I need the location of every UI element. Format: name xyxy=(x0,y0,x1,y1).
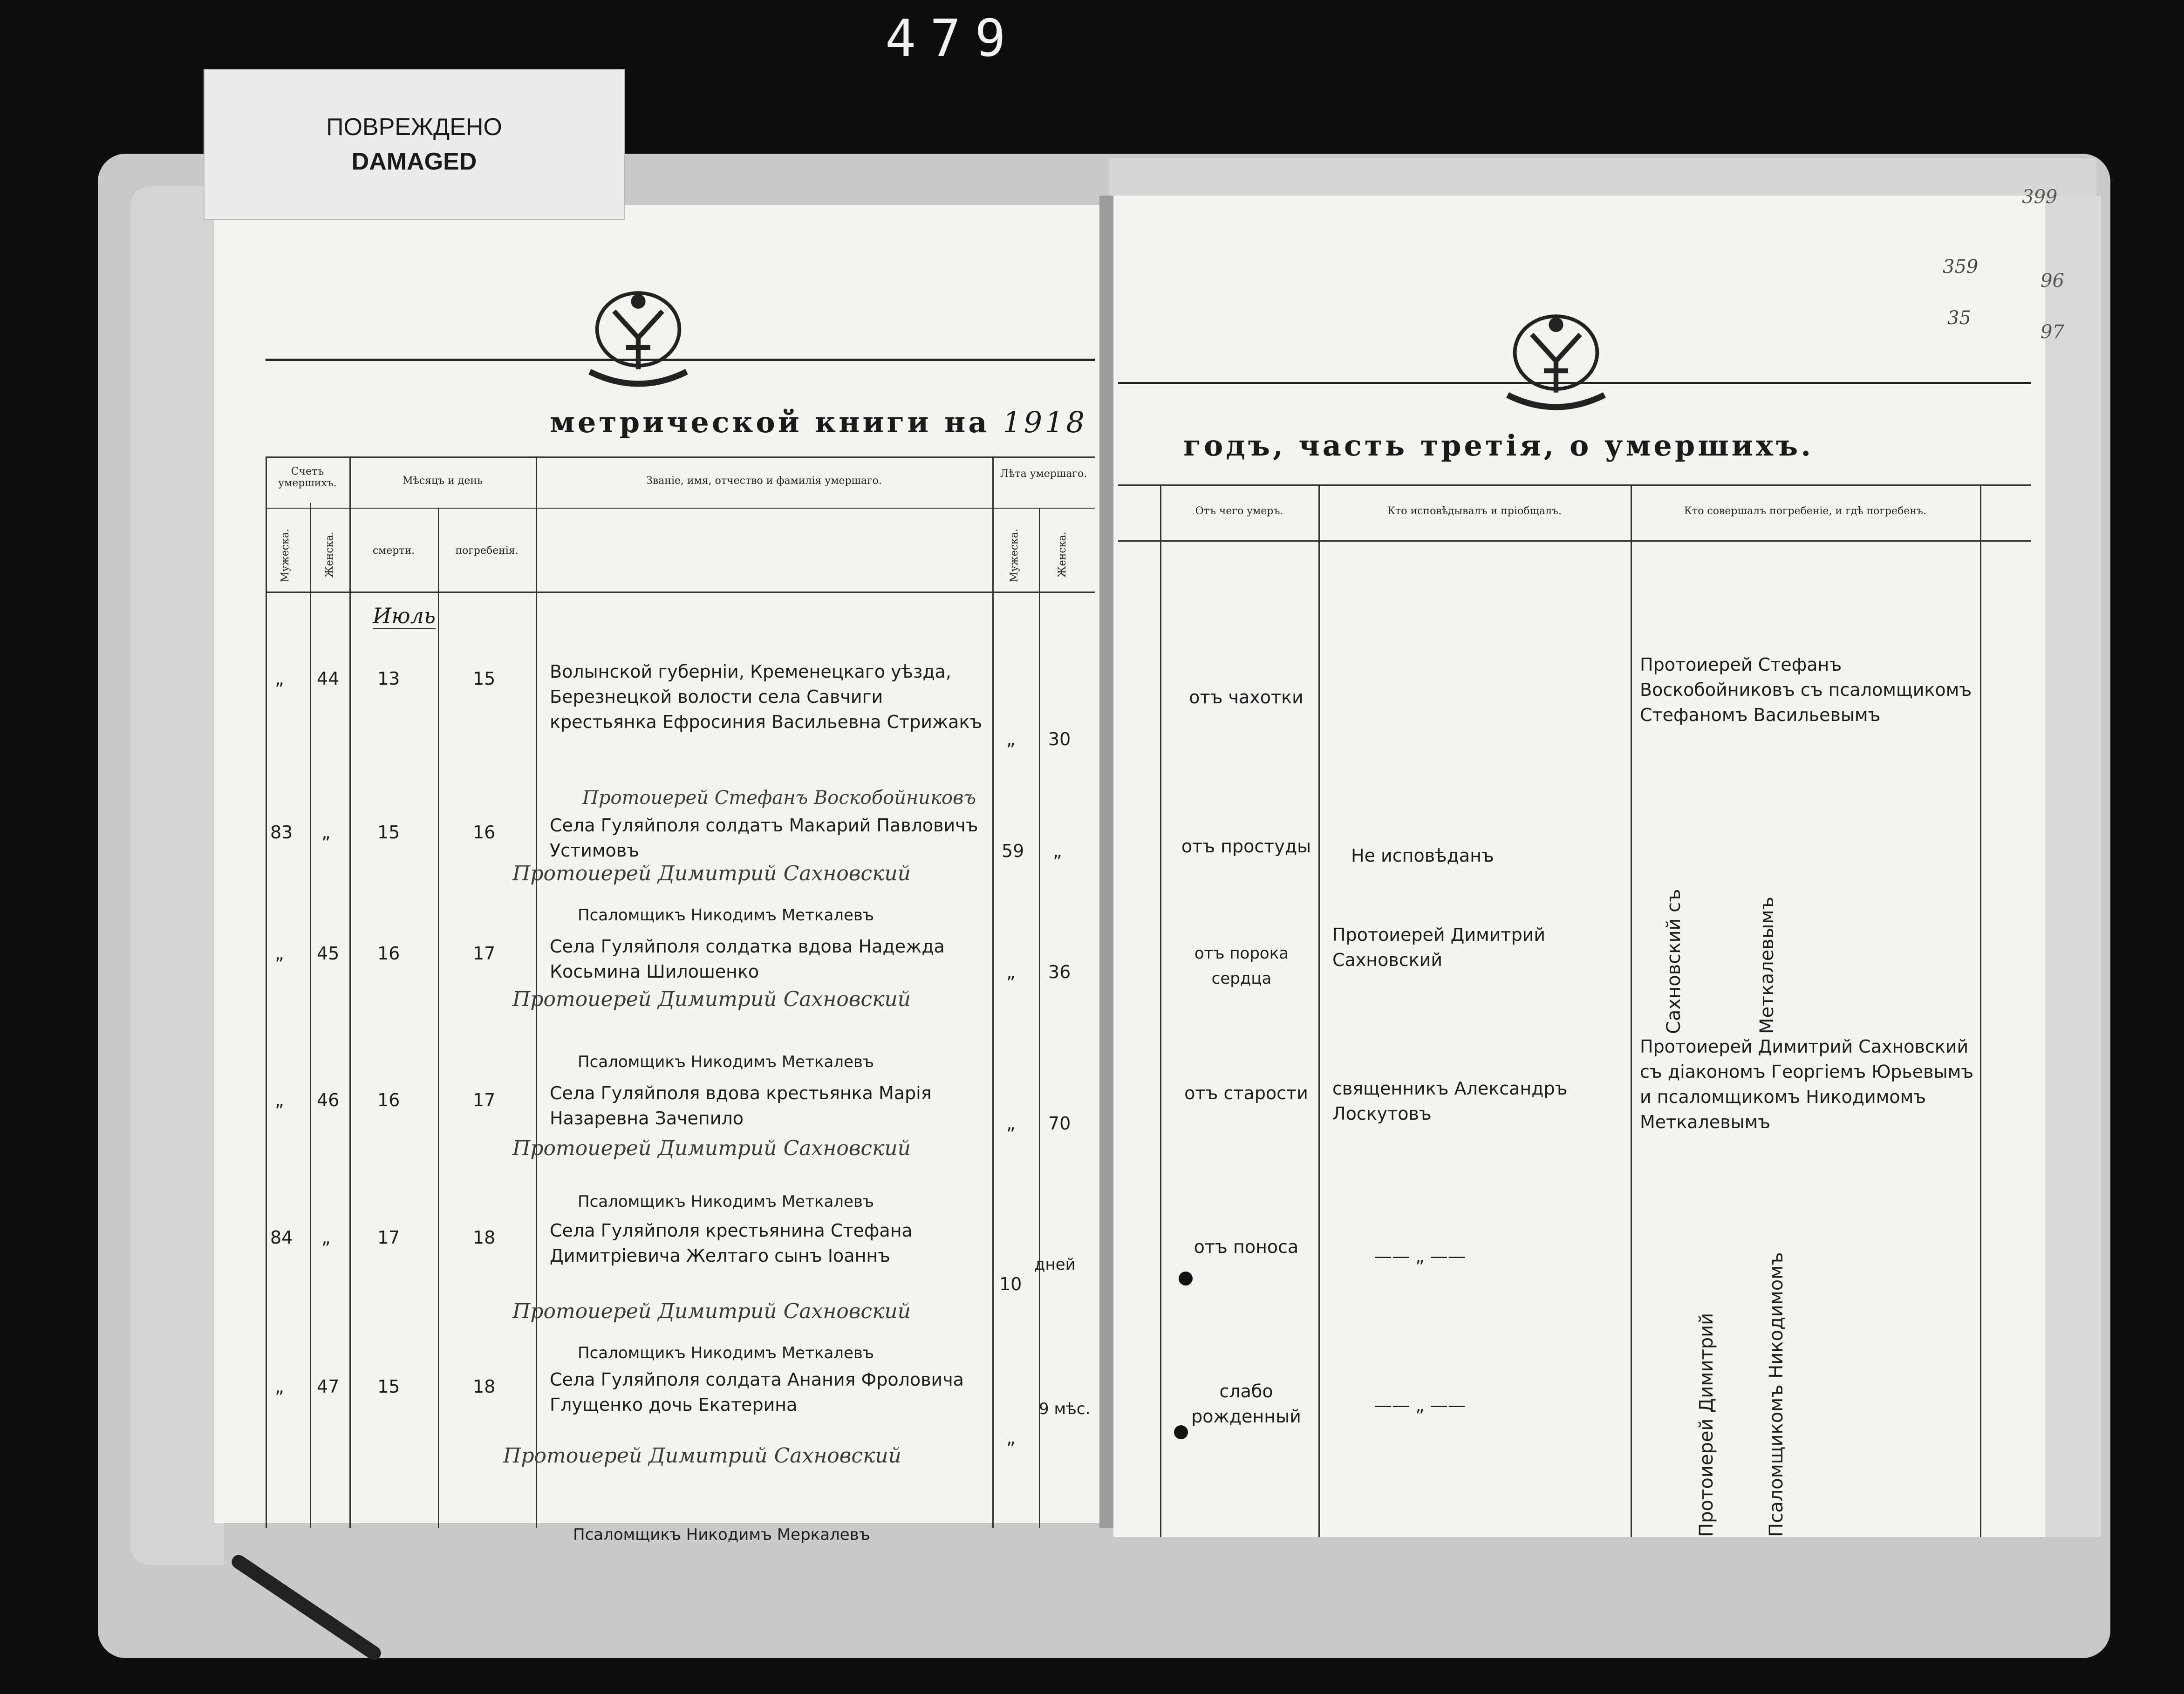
row-burial-day: 18 xyxy=(473,1376,496,1397)
vertical-note: Сахновский съ xyxy=(1663,889,1685,1034)
row-sign-above: Псаломщикъ Никодимъ Меткалевъ xyxy=(578,1053,874,1071)
footer-signature: Псаломщикъ Никодимъ Меркалевъ xyxy=(573,1525,870,1544)
col-line xyxy=(310,503,311,1528)
imperial-eagle-crest-icon xyxy=(578,275,699,396)
col-line xyxy=(1980,484,1981,1537)
row-age-m: 59 xyxy=(1002,841,1024,861)
row-age-m: „ xyxy=(1006,962,1016,982)
table-top-rule xyxy=(1118,484,2031,486)
col-age-f-header: Женска. xyxy=(1057,531,1068,578)
row-age-f: дней xyxy=(1034,1255,1076,1274)
row-sign-below: Протоиерей Димитрий Сахновский xyxy=(512,1136,911,1160)
edge-number: 97 xyxy=(2041,321,2064,343)
col-death-header: смерти. xyxy=(372,545,415,557)
right-page-side-edges xyxy=(2045,196,2101,1537)
row-age-f: 9 мѣс. xyxy=(1039,1400,1091,1418)
row-count-f: „ xyxy=(321,1227,331,1248)
header-bottom-rule xyxy=(1118,540,2031,542)
col-line xyxy=(1039,508,1040,1528)
register-year: 1918 xyxy=(1003,405,1087,439)
left-page xyxy=(214,205,1099,1544)
col-confessor-header: Кто исповѣдывалъ и пріобщалъ. xyxy=(1387,505,1562,517)
table-top-rule xyxy=(266,456,1095,458)
row-age-m: „ xyxy=(1006,1113,1016,1134)
col-cause-header: Отъ чего умеръ. xyxy=(1195,505,1283,517)
row-age-m: 10 xyxy=(999,1274,1022,1294)
row-death-day: 16 xyxy=(377,1090,400,1110)
row-sign-above: Псаломщикъ Никодимъ Меткалевъ xyxy=(578,1192,874,1211)
row-burier: Протоиерей Стефанъ Воскобойниковъ съ псаломщикомъ Стефаномъ Васильевымъ xyxy=(1640,654,1972,725)
row-count-f: 44 xyxy=(317,668,340,689)
row-cause: отъ порока сердца xyxy=(1194,944,1289,988)
month-label: Июль xyxy=(373,603,436,630)
row-count-m: „ xyxy=(275,943,284,964)
vertical-note: Псаломщикомъ Никодимомъ xyxy=(1766,1252,1787,1537)
row-cause: отъ чахотки xyxy=(1189,687,1304,708)
frame-number: 479 xyxy=(885,8,1020,68)
edge-number: 96 xyxy=(2041,270,2064,292)
col-name-header: Званіе, имя, отчество и фамилія умершаго. xyxy=(646,475,882,487)
row-count-f: 47 xyxy=(317,1376,340,1397)
row-burial-day: 17 xyxy=(473,1090,496,1110)
page-number-handwritten: 35 xyxy=(1947,307,1971,329)
vertical-note: Меткалевымъ xyxy=(1756,897,1778,1034)
col-age-header: Лѣта умершаго. xyxy=(1000,468,1087,480)
vertical-note: Протоиерей Димитрий xyxy=(1696,1313,1717,1537)
col-count-f-header: Женска. xyxy=(324,531,335,578)
row-confessor: —— „ —— xyxy=(1374,1395,1466,1415)
row-count-f: „ xyxy=(321,822,331,843)
row-confessor: Протоиерей Димитрий Сахновский xyxy=(1332,925,1546,970)
row-burial-day: 15 xyxy=(473,668,496,689)
row-count-f: 46 xyxy=(317,1090,340,1110)
row-cause: слабо рожденный xyxy=(1191,1381,1301,1427)
row-death-day: 13 xyxy=(377,668,400,689)
damaged-tag-ru: ПОВРЕЖДЕНО xyxy=(326,114,502,141)
page-number-stamp: 359 xyxy=(1943,256,1979,278)
row-sign-below: Протоиерей Димитрий Сахновский xyxy=(503,1444,902,1468)
row-name: Села Гуляйполя вдова крестьянка Марія Назаревна Зачепило xyxy=(550,1083,932,1129)
col-line xyxy=(1160,484,1161,1537)
row-count-f: 45 xyxy=(317,943,340,964)
row-confessor: Не исповѣданъ xyxy=(1351,845,1494,866)
left-page-title: метрической книги на 1918 xyxy=(550,405,1087,439)
row-count-m: „ xyxy=(275,1376,284,1397)
row-cause: отъ простуды xyxy=(1181,836,1311,857)
row-sign-above: Псаломщикъ Никодимъ Меткалевъ xyxy=(578,906,874,925)
row-age-m: „ xyxy=(1006,1428,1016,1448)
row-name: Села Гуляйполя крестьянина Стефана Димитріевича Желтаго сынъ Іоаннъ xyxy=(550,1220,913,1266)
row-burier: Протоиерей Димитрий Сахновский съ діакономъ Георгіемъ Юрьевымъ и псаломщикомъ Никодимомъ Меткалевымъ xyxy=(1640,1036,1974,1132)
row-count-m: „ xyxy=(275,1090,284,1110)
row-age-m: „ xyxy=(1006,729,1016,749)
row-confessor: —— „ —— xyxy=(1374,1246,1466,1266)
row-sign-below: Протоиерей Димитрий Сахновский xyxy=(512,862,911,885)
row-death-day: 15 xyxy=(377,1376,400,1397)
ink-blot xyxy=(1179,1272,1193,1286)
left-page-edges xyxy=(130,186,224,1565)
row-burial-day: 17 xyxy=(473,943,496,964)
col-line xyxy=(992,456,994,1528)
right-header-rule xyxy=(1118,382,2031,384)
right-page xyxy=(1113,196,2045,1537)
col-age-m-header: Мужеска. xyxy=(1009,529,1020,582)
row-name: Села Гуляйполя солдатъ Макарий Павловичъ Устимовъ xyxy=(550,815,978,861)
left-header-rule xyxy=(266,359,1095,361)
row-confessor: священникъ Александръ Лоскутовъ xyxy=(1332,1078,1568,1124)
edge-number: 399 xyxy=(2022,186,2058,208)
row-count-m: 84 xyxy=(270,1227,293,1248)
col-monthday-header: Мѣсяцъ и день xyxy=(403,475,483,487)
row-death-day: 16 xyxy=(377,943,400,964)
row-sign-above: Протоиерей Стефанъ Воскобойниковъ xyxy=(582,787,976,809)
damaged-tag-en: DAMAGED xyxy=(351,148,477,175)
row-sign-below: Протоиерей Димитрий Сахновский xyxy=(512,987,911,1011)
row-death-day: 17 xyxy=(377,1227,400,1248)
col-line xyxy=(1631,484,1632,1537)
row-count-m: „ xyxy=(275,668,284,689)
imperial-eagle-crest-icon xyxy=(1495,298,1617,419)
row-count-m: 83 xyxy=(270,822,293,843)
row-age-f: „ xyxy=(1053,841,1062,861)
header-subrule xyxy=(266,508,1095,509)
row-sign-below: Протоиерей Димитрий Сахновский xyxy=(512,1299,911,1323)
row-sign-above: Псаломщикъ Никодимъ Меткалевъ xyxy=(578,1344,874,1362)
row-burial-day: 18 xyxy=(473,1227,496,1248)
row-age-f: 70 xyxy=(1048,1113,1071,1134)
row-name: Волынской губерніи, Кременецкаго уѣзда, Березнецкой волости села Савчиги крестьянка Ефросиния Васильевна Стрижакъ xyxy=(550,661,983,732)
row-burial-day: 16 xyxy=(473,822,496,843)
row-name: Села Гуляйполя солдатка вдова Надежда Косьмина Шилошенко xyxy=(550,936,945,982)
col-line xyxy=(349,456,351,1528)
header-bottom-rule xyxy=(266,592,1095,593)
book-gutter xyxy=(1099,196,1113,1528)
row-name: Села Гуляйполя солдата Анания Фроловича Глущенко дочь Екатерина xyxy=(550,1369,964,1415)
row-cause: отъ старости xyxy=(1184,1083,1308,1103)
col-count-m-header: Мужеска. xyxy=(280,529,291,582)
col-burial-header: погребенія. xyxy=(455,545,519,557)
right-page-top-edges xyxy=(1109,158,2096,200)
col-burier-header: Кто совершалъ погребеніе, и гдѣ погребенъ. xyxy=(1684,505,1926,517)
row-death-day: 15 xyxy=(377,822,400,843)
row-cause: отъ поноса xyxy=(1194,1237,1299,1257)
row-age-f: 30 xyxy=(1048,729,1071,749)
damaged-tag xyxy=(204,69,625,220)
ink-blot xyxy=(1174,1425,1188,1439)
col-line xyxy=(1318,484,1320,1537)
col-line xyxy=(266,456,267,1528)
row-age-f: 36 xyxy=(1048,962,1071,982)
col-count-header: Счетъ умершихъ. xyxy=(278,466,337,489)
col-line xyxy=(438,508,439,1528)
right-page-title: годъ, часть третія, о умершихъ. xyxy=(1183,429,1814,463)
